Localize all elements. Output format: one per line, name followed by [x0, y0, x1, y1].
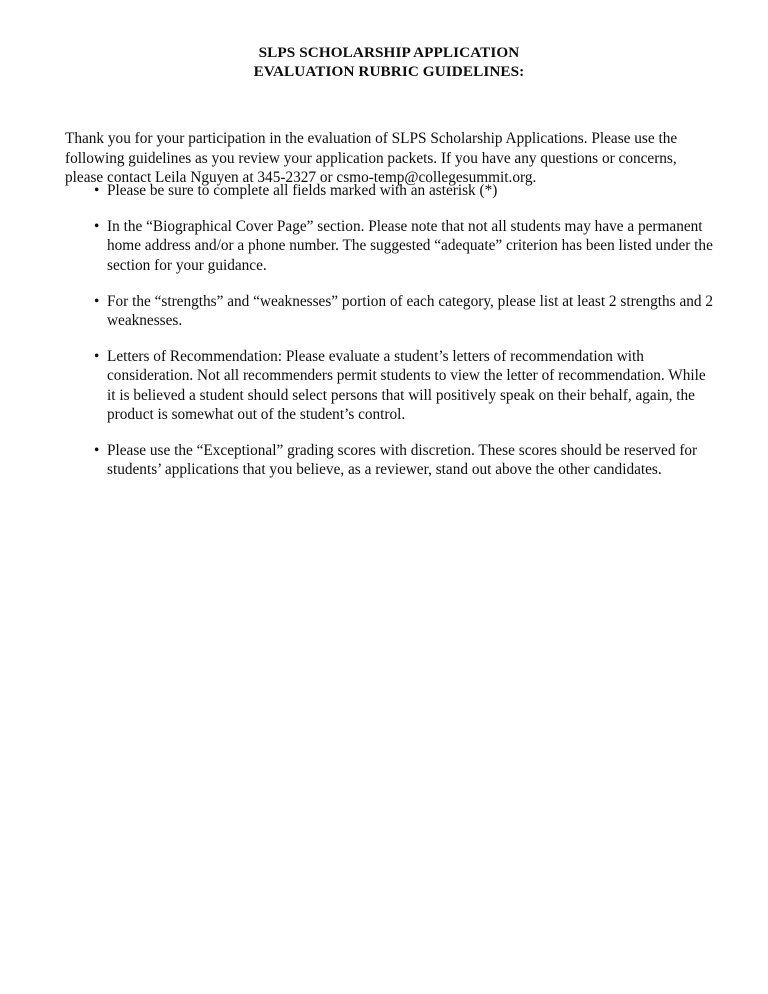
list-item — [65, 441, 717, 480]
list-item — [65, 347, 717, 425]
list-item-text: Please be sure to complete all fields marked with an asterisk (*) — [107, 182, 498, 199]
intro-paragraph: Thank you for your participation in the evaluation of SLPS Scholarship Applications. Please use the following guidelines as you review your application packets. If you have any questions or concerns, please contact Leila Nguyen at 345-2327 or csmo-temp@collegesummit.org. — [65, 130, 678, 187]
list-item-text: For the “strengths” and “weaknesses” portion of each category, please list at least 2 strengths and 2 weaknesses. — [107, 292, 714, 330]
list-item — [65, 181, 717, 200]
bullet-icon: • — [94, 442, 100, 460]
bullet-icon: • — [94, 182, 100, 199]
list-item-text: In the “Biographical Cover Page” section. Please note that not all students may have a permanent home address and/or a phone number. The suggested “adequate” criterion has been listed under the section for your guidance. — [107, 217, 713, 274]
page-title-line-2: EVALUATION RUBRIC GUIDELINES: — [253, 62, 525, 80]
bullet-icon: • — [94, 347, 100, 365]
guidelines-list — [65, 181, 717, 480]
list-item-text: Please use the “Exceptional” grading scores with discretion. These scores should be reserved for students’ applications that you believe, as a reviewer, stand out above the other candidates. — [107, 442, 698, 479]
bullet-icon: • — [94, 292, 100, 310]
page-title-line-1: SLPS SCHOLARSHIP APPLICATION — [258, 44, 520, 61]
list-item — [65, 217, 717, 275]
page-title — [65, 44, 713, 81]
bullet-icon: • — [94, 217, 100, 235]
list-item — [65, 292, 717, 331]
list-item-text: Letters of Recommendation: Please evaluate a student’s letters of recommendation with consideration. Not all recommenders permit students to view the letter of recommendation. While it is believed a student should select persons that will positively speak on their behalf, again, the product is somewhat out of the student’s control. — [107, 347, 706, 424]
